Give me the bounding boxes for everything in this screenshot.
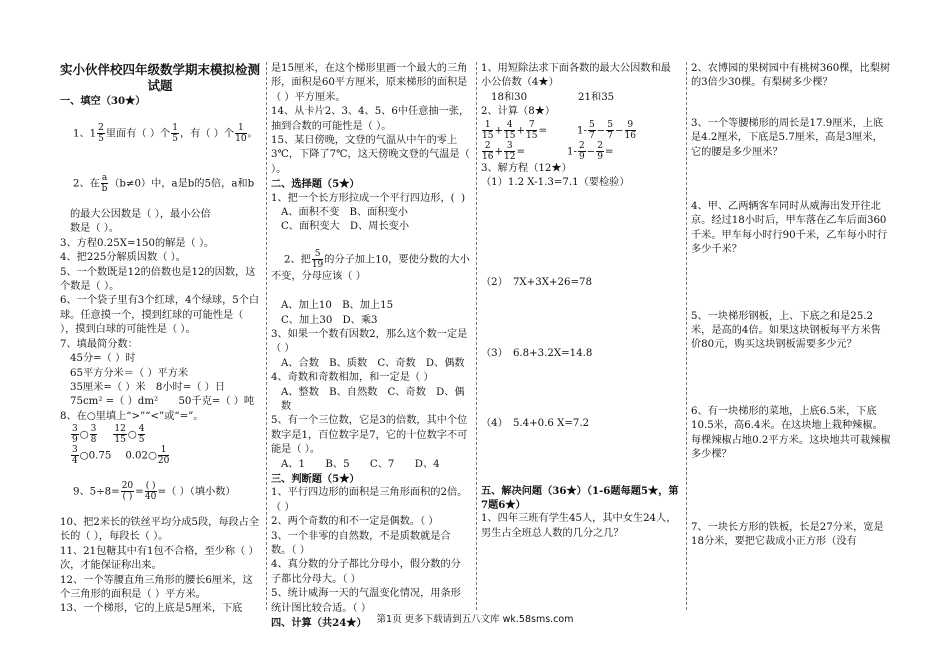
choice-3: 3、如果一个数有因数2，那么这个数一定是（ ） [271,328,468,355]
choice-options: C、面积变大 D、周长变小 [281,221,410,233]
problem-6: 6、有一块梯形的菜地，上底6.5米，下底10.5米，高6.4米。在这块地上栽种辣椒。每棵辣椒占地0.2平方米。这块地共可栽辣椒多少棵？ [691,405,891,461]
choice-options: A、加上10 B、加上15 [281,300,394,312]
equation-3: （3） 6.8+3.2X=14.8 [481,347,593,359]
section-heading: 一、填空（30★） [60,95,146,107]
question-2-cont: 的最大公因数是（ ），最小公倍 [70,209,211,221]
problem-7: 7、一块长方形的铁板，长是27分米，宽是18分米，要把它裁成小正方形（没有 [691,521,884,547]
judge-1: 1、平行四边形的面积是三角形面积的2倍。（ ） [271,487,468,513]
problem-5: 5、一块梯形钢板，上、下底之和是25.2米，是高的4倍。如果这块钢板每平方米售价80元，购买这块钢板需要多少元？ [691,310,881,351]
column-1 [60,62,260,617]
question-13: 13、一个梯形，它的上底是5厘米，下底 [60,603,243,615]
judge-5: 5、统计威海一天的气温变化情况，用条形统计图比较合适。（ ） [271,588,461,614]
choice-options: A、整数 B、自然数 C、奇数 D、偶数 [281,386,465,412]
question-11: 11、21包糖其中有1包不合格，至少称（ ）次，才能保证称出来。 [60,545,259,572]
column-divider [476,62,477,610]
page-footer: 第1页 更多下载请到五八文库 wk.58sms.com [376,614,574,625]
question-4: 4、把225分解质因数（ ）。 [60,252,186,264]
question-1: 1、1 $\frac{2}{5}$ 里面有（ ）个 $\frac{1}{5}$ ，有（ ）个 $\frac{1}{10}$ 。 [72,122,258,144]
question-2: 2、在 $\frac{a}{b}$ （b≠0）中，a是b的5倍，a和b [72,172,255,194]
judge-3: 3、一个非零的自然数，不是质数就是合数。（ ） [271,530,451,556]
judge-4: 4、真分数的分子都比分母小，假分数的分子都比分母大。（ ） [271,559,461,585]
question-9: 9、5÷8= $\frac{20}{( )}$ = $\frac{( )}{40}$ =（ ）（填小数） [72,480,236,502]
question-14: 14、从卡片2、3、4、5、6中任意抽一张，抽到合数的可能性是（ ）。 [271,106,470,132]
calc-1: 1、用短除法求下面各数的最大公因数和最小公倍数（4★） [481,63,671,89]
question-10: 10、把2米长的铁丝平均分成5段，每段占全长的（ ），每段长（ ）。 [60,516,260,543]
section-heading: 四、计算（共24★） [271,617,367,630]
problem-2: 2、农博园的果树园中有桃树360棵，比梨树的3倍少30棵。有梨树多少棵？ [691,63,891,89]
fraction: $\frac{1}{10}$ [235,122,247,144]
question-7a: 45分=（ ）时 [70,353,136,365]
fraction: $\frac{a}{b}$ [101,172,108,194]
column-2 [271,62,474,630]
choice-4: 4、奇数和奇数相加，和一定是（ ） [271,372,434,384]
question-2-cont: 数是（ ）。 [70,223,120,235]
column-4 [691,62,891,549]
question-15: 15、某日傍晚，文登的气温从中午的零上3℃，下降了7℃，这天傍晚文登的气温是（ ）。 [271,135,474,175]
choice-options: A、合数 B、质数 C、奇数 D、偶数 [281,357,465,369]
section-heading: 五、解决问题（36★）（1-6题每题5★，第7题6★） [481,484,679,512]
question-7d: 75cm² =（ ）dm² 50千克=（ ）吨 [70,396,255,408]
calc-expressions: $\frac{1}{15}$ + $\frac{4}{15}$ + $\frac{7}{15}$ = 1- $\frac{5}{7}$ − $\frac{5}{7}$ − $\frac{9}{16}$ [482,119,636,141]
problem-1: 1、四年三班有学生45人，其中女生24人，男生占全班总人数的几分之几？ [481,513,677,539]
equation-1: （1）1.2 X-1.3=7.1（要检验） [481,177,630,189]
page-title: 实小伙伴校四年级数学期末模拟检测试题 [60,62,261,93]
problem-3: 3、一个等腰梯形的周长是17.9厘米，上底是4.2厘米，下底是5.7厘米，高是3厘米，它的腰是多少厘米？ [691,117,884,158]
question-3: 3、方程0.25X=150的解是（ ）。 [60,237,215,249]
calc-expressions: $\frac{2}{16}$ + $\frac{3}{12}$ = 1- $\frac{2}{9}$ − $\frac{2}{9}$ = [482,140,614,162]
question-7c: 35厘米=（ ）米 8小时=（ ）日 [70,381,226,393]
calc-3: 3、解方程（12★） [481,162,572,174]
question-6: 6、一个袋子里有3个红球，4个绿球，5个白球。任意摸一个，摸到红球的可能性是（ ），摸到白球的可能性是（ ）。 [60,295,260,336]
question-12: 12、一个等腰直角三角形的腰长6厘米，这个三角形的面积是（ ）平方米。 [60,574,253,600]
column-3 [481,62,679,541]
calc-1-numbers: 18和30 21和35 [491,91,615,103]
choice-options: C、加上30 D、乘3 [281,314,378,326]
column-divider [266,62,267,610]
question-8: 8、在○里填上“>”“<”或“=”。 [60,410,204,422]
compare-row: $\frac{3}{9}$ ○ $\frac{3}{8}$ $\frac{12}{15}$ ○ $\frac{4}{5}$ [72,424,145,446]
question-7b: 65平方分米＝（ ）平方米 [70,367,189,379]
section-heading: 三、判断题（5★） [271,472,360,485]
choice-2: 2、把 $\frac{5}{19}$ 的分子加上10，要使分数的大小不变，分母应该（ ） [271,249,470,283]
choice-1: 1、把一个长方形拉成一个平行四边形，( ) [271,192,466,204]
compare-row: $\frac{3}{4}$ ○0.75 0.02○ $\frac{1}{20}$ [72,445,170,467]
question-5: 5、一个数既是12的倍数也是12的因数，这个数是（ ）。 [60,266,256,293]
judge-2: 2、两个奇数的和不一定是偶数。（ ） [271,516,439,528]
fraction: $\frac{1}{5}$ [172,122,178,144]
question-7: 7、填最简分数： [60,338,138,350]
choice-5: 5、有一个三位数，它是3的倍数，其中个位数字是1，百位数字是7，它的十位数字不可能是（ ）。 [271,415,468,456]
column-divider [686,62,687,610]
choice-options: A、1 B、5 C、7 D、4 [281,458,440,470]
question-13-cont: 是15厘米，在这个梯形里画一个最大的三角形，面积是60平方厘米，原来梯形的面积是（ ）平方厘米。 [271,63,468,103]
section-heading: 二、选择题（5★） [271,178,360,191]
fraction: $\frac{2}{5}$ [98,122,104,144]
equation-2: （2） 7X+3X+26=78 [481,277,592,289]
equation-4: （4） 5.4+0.6 X=7.2 [481,418,590,430]
problem-4: 4、甲、乙两辆客车同时从威海出发开往北京。经过18小时后，甲车落在乙车后面360千米。甲车每小时行90千米，乙车每小时行多少千米？ [691,201,888,256]
calc-2: 2、计算（8★） [481,106,556,118]
choice-options: A、面积不变 B、面积变小 [281,207,408,219]
